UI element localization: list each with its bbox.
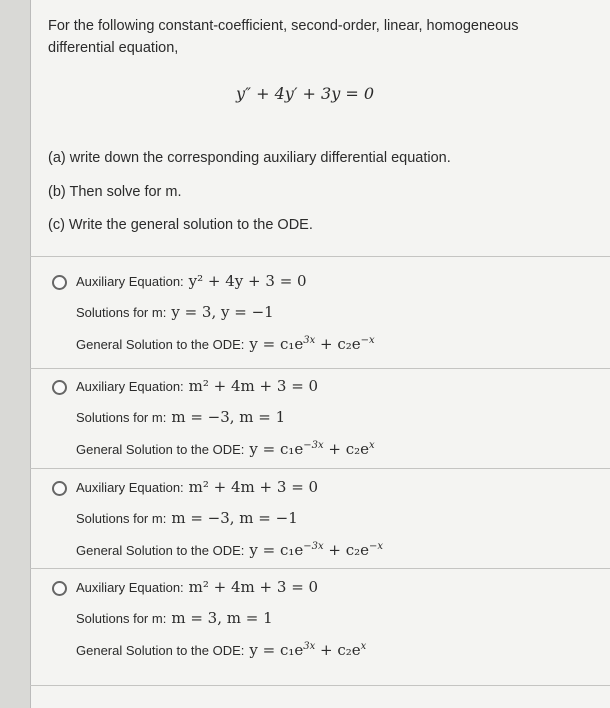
- sol-math: m = −3, m = 1: [171, 408, 286, 426]
- gen-term1: y = c₁e: [249, 641, 304, 659]
- general-solution-line: [76, 541, 383, 559]
- gen-label: General Solution to the ODE:: [76, 337, 245, 352]
- divider: [30, 685, 610, 686]
- aux-label: Auxiliary Equation:: [76, 480, 184, 495]
- auxiliary-equation-line: [76, 272, 307, 290]
- question-intro-line2: differential equation,: [48, 40, 179, 56]
- gen-exp2: −x: [360, 335, 375, 346]
- aux-label: Auxiliary Equation:: [76, 379, 184, 394]
- answer-option-1[interactable]: [52, 272, 602, 372]
- gen-exp1: 3x: [303, 335, 316, 346]
- divider: [30, 256, 610, 257]
- sol-label: Solutions for m:: [76, 511, 167, 526]
- gen-label: General Solution to the ODE:: [76, 543, 245, 558]
- gen-term2: + c₂e: [315, 335, 361, 353]
- auxiliary-equation-line: [76, 377, 318, 395]
- gen-exp1: 3x: [303, 641, 316, 652]
- general-solution-line: [76, 641, 366, 659]
- gen-term1: y = c₁e: [249, 541, 304, 559]
- gen-label: General Solution to the ODE:: [76, 442, 245, 457]
- auxiliary-equation-line: [76, 478, 318, 496]
- part-c: (c) Write the general solution to the ODE.: [48, 217, 313, 233]
- aux-label: Auxiliary Equation:: [76, 580, 184, 595]
- aux-math: y² + 4y + 3 = 0: [188, 272, 307, 290]
- aux-math: m² + 4m + 3 = 0: [188, 377, 319, 395]
- gen-term2: + c₂e: [323, 541, 370, 559]
- auxiliary-equation-line: [76, 578, 318, 596]
- question-intro-line1: For the following constant-coefficient, second-order, linear, homogeneous: [48, 18, 519, 34]
- general-solution-line: [76, 440, 375, 458]
- sol-label: Solutions for m:: [76, 305, 167, 320]
- part-a: (a) write down the corresponding auxiliary differential equation.: [48, 150, 451, 166]
- gen-term2: + c₂e: [323, 440, 370, 458]
- radio-button[interactable]: [52, 275, 67, 290]
- gen-term1: y = c₁e: [249, 440, 304, 458]
- sol-label: Solutions for m:: [76, 611, 167, 626]
- solutions-line: [76, 408, 285, 426]
- gen-exp2: x: [369, 440, 375, 451]
- sol-math: y = 3, y = −1: [171, 303, 274, 321]
- gen-exp2: −x: [369, 541, 384, 552]
- solutions-line: [76, 303, 274, 321]
- solutions-line: [76, 509, 298, 527]
- sol-math: m = −3, m = −1: [171, 509, 298, 527]
- general-solution-line: [76, 335, 375, 353]
- gen-exp1: −3x: [303, 440, 324, 451]
- part-b: (b) Then solve for m.: [48, 184, 182, 200]
- gen-term2: + c₂e: [315, 641, 361, 659]
- solutions-line: [76, 609, 273, 627]
- aux-math: m² + 4m + 3 = 0: [188, 578, 319, 596]
- gen-term1: y = c₁e: [249, 335, 304, 353]
- aux-label: Auxiliary Equation:: [76, 274, 184, 289]
- gen-exp2: x: [360, 641, 367, 652]
- sol-label: Solutions for m:: [76, 410, 167, 425]
- gen-label: General Solution to the ODE:: [76, 643, 245, 658]
- radio-button[interactable]: [52, 380, 67, 395]
- gen-exp1: −3x: [303, 541, 324, 552]
- sol-math: m = 3, m = 1: [171, 609, 273, 627]
- answer-option-2[interactable]: [52, 377, 602, 477]
- radio-button[interactable]: [52, 581, 67, 596]
- answer-option-4[interactable]: [52, 578, 602, 678]
- answer-option-3[interactable]: [52, 478, 602, 578]
- radio-button[interactable]: [52, 481, 67, 496]
- differential-equation: y″ + 4y′ + 3y = 0: [236, 84, 374, 103]
- aux-math: m² + 4m + 3 = 0: [188, 478, 319, 496]
